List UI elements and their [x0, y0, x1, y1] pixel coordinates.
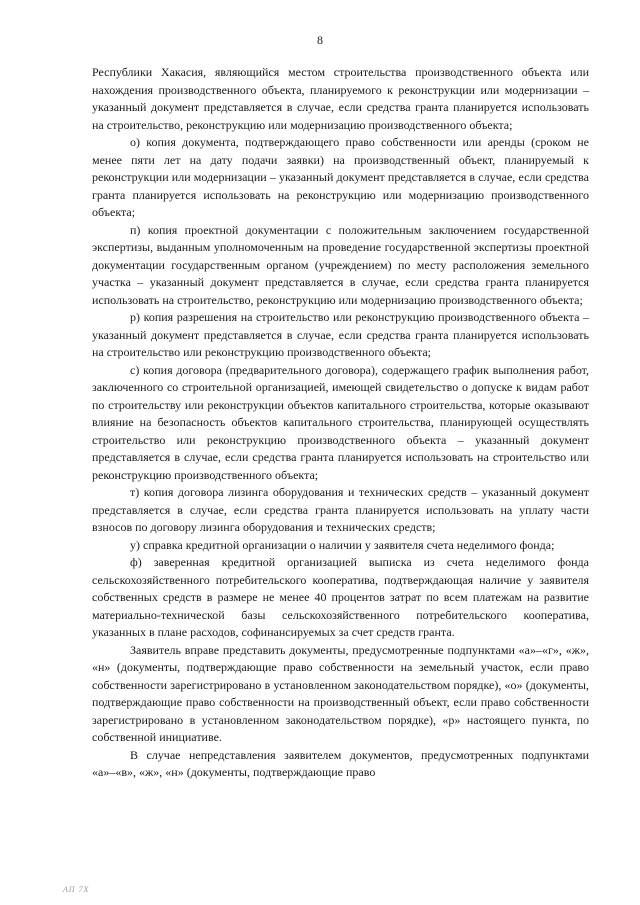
paragraph-item-o: о) копия документа, подтверждающего право собственности или аренды (сроком не менее пяти лет на дату подачи заявки) на производственный объект, планируемый к реконструкции или модернизации – указанный документ представляется в случае, если средства гранта планируется использовать на реконструкцию или модернизацию производственного объекта;: [92, 135, 589, 219]
paragraph-item-f: ф) заверенная кредитной организацией выписка из счета неделимого фонда сельскохозяйственного потребительского кооператива, подтверждающая наличие у заявителя собственных средств в размере не менее 40 процентов затрат по всем платежам на развитие материально-технической базы сельскохозяйственного потребительского кооператива, указанных в плане расходов, софинансируемых за счет средств гранта.: [92, 555, 589, 639]
paragraph-continuation: Республики Хакасия, являющийся местом строительства производственного объекта или нахождения производственного объекта, планируемого к реконструкции или модернизации – указанный документ представляется в случае, если средства гранта планируется использовать на строительство, реконструкцию или модернизацию производственного объекта;: [92, 65, 589, 132]
paragraph-item-s: с) копия договора (предварительного договора), содержащего график выполнения работ, заключенного со строительной организацией, имеющей свидетельство о допуске к видам работ по строительству или реконструкции объектов капитального строительства, которые оказывают влияние на безопасность объектов капитального строительства, планирующей осуществлять строительство или реконструкцию производственного объекта – указанный документ представляется в случае, если средства гранта планируется использовать на строительство или реконструкцию производственного объекта;: [92, 362, 589, 482]
paragraph-item-p: п) копия проектной документации с положительным заключением государственной экспертизы, выданным уполномоченным на проведение государственной экспертизы проектной документации государственным органом (учреждением) по месту расположения земельного участка – указанный документ представляется в случае, если средства гранта планируется использовать на строительство, реконструкцию или модернизацию производственного объекта;: [92, 222, 589, 307]
paragraph-non-submission: В случае непредставления заявителем документов, предусмотренных подпунктами «а»–«в», «ж», «н» (документы, подтверждающие право: [92, 747, 589, 779]
paragraph-item-r: р) копия разрешения на строительство или реконструкцию производственного объекта – указанный документ представляется в случае, если средства гранта планируется использовать на строительство или реконструкцию производственного объекта;: [92, 310, 589, 359]
paragraph-item-t: т) копия договора лизинга оборудования и технических средств – указанный документ представляется в случае, если средства гранта планируется использовать на уплату части взносов по договору лизинга оборудования и технических средств;: [92, 485, 589, 534]
document-body: [92, 64, 589, 782]
corner-mark: АП 7Х: [63, 885, 90, 894]
paragraph-item-u: у) справка кредитной организации о наличии у заявителя счета неделимого фонда;: [130, 537, 555, 552]
page-number: 8: [317, 33, 323, 47]
paragraph-applicant-right: Заявитель вправе представить документы, предусмотренные подпунктами «а»–«г», «ж», «н» (документы, подтверждающие право собственности на земельный участок, если право собственности зарегистрировано в установленном законодательством порядке), «о» (документы, подтверждающие право собственности на производственный объект, если право собственности зарегистрировано в установленном законодательством порядке), «р» настоящего пункта, по собственной инициативе.: [92, 642, 589, 744]
